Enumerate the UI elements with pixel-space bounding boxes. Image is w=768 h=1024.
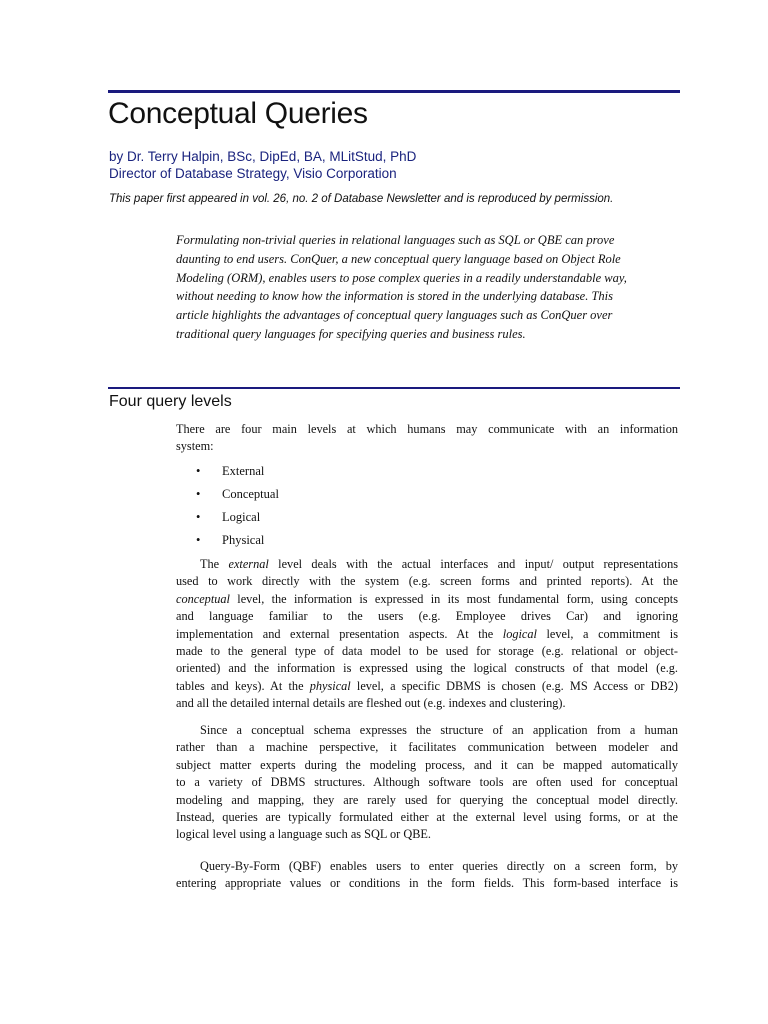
intro-paragraph (176, 421, 678, 456)
section-heading: Four query levels (109, 393, 232, 410)
paragraph-line: Query-By-Form (QBF) enables users to enter queries directly on a screen form, by (200, 859, 678, 873)
list-item-label: Logical (222, 510, 261, 524)
emphasis: external (228, 557, 269, 571)
paragraph-line: modeling and mapping, they are rarely used for querying the conceptual model directly. (176, 792, 678, 807)
paragraph-line: The external level deals with the actual interfaces and input/ output representations (200, 557, 678, 571)
paragraph-line: logical level using a language such as SQL or QBE. (176, 827, 431, 842)
abstract-line: traditional query languages for specifying queries and business rules. (176, 326, 526, 341)
page-title: Conceptual Queries (108, 97, 368, 130)
paragraph-line: tables and keys). At the physical level, a specific DBMS is chosen (e.g. MS Access or DB2) (176, 678, 678, 693)
bullet-icon: • (196, 464, 201, 478)
abstract-line: daunting to end users. ConQuer, a new conceptual query language based on Object Role (176, 251, 621, 266)
emphasis: logical (502, 626, 537, 641)
levels-paragraph (176, 556, 678, 713)
header-rule (108, 90, 680, 93)
list-item-label: External (222, 464, 265, 478)
bullet-icon: • (196, 487, 201, 501)
list-item-label: Physical (222, 533, 265, 547)
affiliation-line: Director of Database Strategy, Visio Corporation (109, 166, 397, 181)
abstract-line: article highlights the advantages of conceptual query languages such as ConQuer over (176, 308, 613, 323)
paragraph-line: Since a conceptual schema expresses the structure of an application from a human (200, 723, 678, 737)
paragraph-line: entering appropriate values or conditions in the form fields. This form-based interface is (176, 876, 678, 891)
abstract-line: Modeling (ORM), enables users to pose complex queries in a readily understandable way, (176, 270, 627, 285)
paragraph-line: There are four main levels at which humans may communicate with an information (176, 422, 678, 436)
paragraph-line: used to work directly with the system (e.g. screen forms and printed reports). At the (176, 574, 678, 589)
list-item-label: Conceptual (222, 487, 279, 501)
paragraph-line: made to the general type of data model to be used for storage (e.g. relational or object- (176, 644, 678, 659)
paragraph-line: subject matter experts during the modeling process, and it can be mapped automatically (176, 757, 678, 772)
bullet-icon: • (196, 510, 201, 524)
paragraph-line: and language familiar to the users (e.g. Employee drives Car) and ignoring (176, 609, 678, 624)
paragraph-line: implementation and external presentation aspects. At the logical level, a commitment is (176, 626, 678, 641)
abstract-line: Formulating non-trivial queries in relational languages such as SQL or QBE can prove (176, 233, 615, 247)
paragraph-line: and all the detailed internal details are fleshed out (e.g. indexes and clustering). (176, 696, 566, 711)
paragraph-line: Instead, queries are typically formulated either at the external level using forms, or at the (176, 810, 678, 825)
emphasis: conceptual (176, 591, 230, 606)
paragraph-line: to a variety of DBMS structures. Although software tools are often used for conceptual (176, 775, 678, 790)
schema-paragraph (176, 722, 678, 844)
emphasis: physical (309, 678, 351, 693)
paragraph-line: system: (176, 439, 214, 454)
qbf-paragraph (176, 858, 678, 893)
paragraph-line: conceptual level, the information is expressed in its most fundamental form, using concepts (176, 591, 678, 606)
bullet-icon: • (196, 533, 201, 547)
abstract (176, 231, 676, 344)
section-rule (108, 387, 680, 389)
paragraph-line: oriented) and the information is expressed using the logical constructs of that model (e.g. (176, 661, 678, 676)
abstract-line: without needing to know how the information is stored in the underlying database. This (176, 289, 614, 304)
publication-note: This paper first appeared in vol. 26, no. 2 of Database Newsletter and is reproduced by permission. (109, 193, 614, 205)
paragraph-line: rather than a machine perspective, it facilitates communication between modeler and (176, 740, 678, 755)
author-line: by Dr. Terry Halpin, BSc, DipEd, BA, MLitStud, PhD (109, 149, 417, 164)
